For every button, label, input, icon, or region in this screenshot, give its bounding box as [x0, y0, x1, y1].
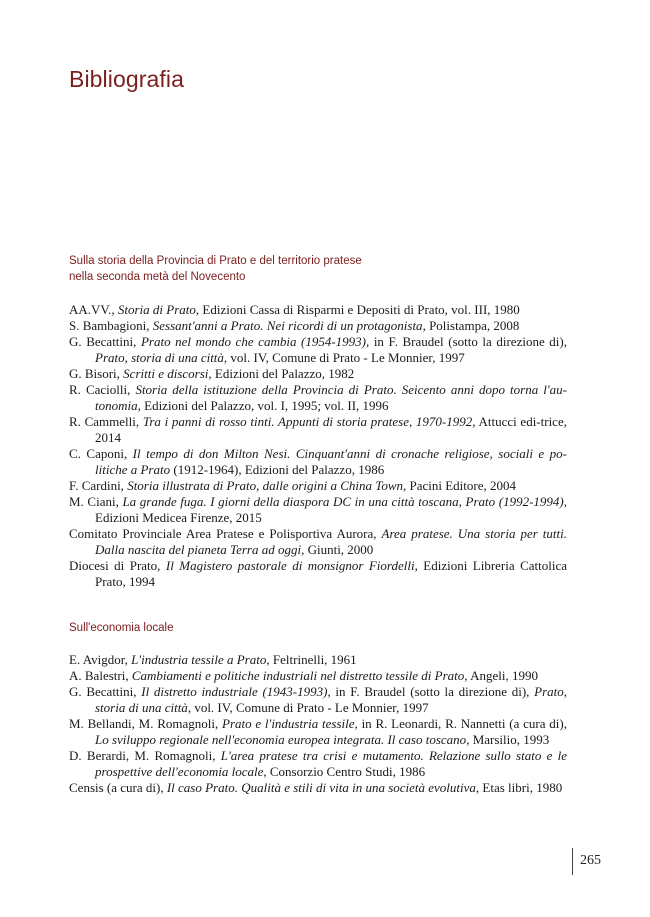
entry-text: , in F. Braudel (sotto la direzione di),	[327, 684, 535, 699]
entry-text: , Edizioni del Palazzo, 1982	[208, 366, 355, 381]
entry-text: G. Bisori,	[69, 366, 124, 381]
entry-text: , Giunti, 2000	[301, 542, 374, 557]
entry-text: Censis (a cura di),	[69, 780, 167, 795]
bibliography-entry	[69, 684, 567, 716]
entry-text: (1912-1964), Edizioni del Palazzo, 1986	[170, 462, 385, 477]
entry-title: L'industria tessile a Prato	[131, 652, 267, 667]
entry-text: Diocesi di Prato,	[69, 558, 166, 573]
bibliography-entry	[69, 318, 567, 334]
entry-text: S. Bambagioni,	[69, 318, 153, 333]
bibliography-entry	[69, 302, 567, 318]
entry-title: Storia della istituzione della Provincia di Prato. Seicento anni dopo torna l'au-tonomia	[95, 382, 567, 413]
entry-text: R. Cammelli,	[69, 414, 143, 429]
entry-text: , Etas libri, 1980	[475, 780, 563, 795]
entry-text: E. Avigdor,	[69, 652, 132, 667]
bibliography-entry	[69, 526, 567, 558]
bibliography-entry	[69, 748, 567, 780]
entry-text: , vol. IV, Comune di Prato - Le Monnier, 1997	[187, 700, 429, 715]
entry-text: , Polistampa, 2008	[422, 318, 520, 333]
bibliography-list-storia	[69, 302, 567, 590]
entry-text: , in F. Braudel (sotto la direzione di),	[366, 334, 567, 349]
entry-text: , Edizioni del Palazzo, vol. I, 1995; vol. II, 1996	[137, 398, 389, 413]
bibliography-entry	[69, 414, 567, 446]
bibliography-entry	[69, 366, 567, 382]
page-number: 265	[580, 853, 601, 868]
entry-title: Cambiamenti e politiche industriali nel distretto tessile di Prato	[131, 668, 465, 683]
bibliography-entry	[69, 780, 567, 796]
bibliography-list-economia	[69, 652, 567, 796]
entry-text: , vol. IV, Comune di Prato - Le Monnier, 1997	[223, 350, 465, 365]
entry-text: C. Caponi,	[69, 446, 133, 461]
entry-title: Storia illustrata di Prato, dalle origini a China Town	[127, 478, 403, 493]
entry-text: G. Becattini,	[69, 684, 142, 699]
entry-text: , Marsilio, 1993	[466, 732, 550, 747]
entry-title: Sessant'anni a Prato. Nei ricordi di un protagonista	[152, 318, 423, 333]
entry-title: Il tempo di don Milton Nesi. Cinquant'anni di cronache religiose, sociali e po-litiche a Prato	[95, 446, 567, 477]
entry-title: Prato e l'industria tessile	[222, 716, 355, 731]
entry-text: , Edizioni Medicea Firenze, 2015	[95, 494, 567, 525]
section-heading-storia	[69, 253, 362, 285]
entry-text: A. Balestri,	[69, 668, 132, 683]
entry-text: M. Ciani,	[69, 494, 123, 509]
entry-title: Prato nel mondo che cambia (1954-1993)	[140, 334, 366, 349]
entry-text: , Edizioni Cassa di Risparmi e Depositi di Prato, vol. III, 1980	[195, 302, 520, 317]
entry-text: G. Becattini,	[69, 334, 141, 349]
entry-text: , Angeli, 1990	[464, 668, 538, 683]
page-number-rule	[572, 848, 573, 875]
entry-title: Prato (1992-1994)	[465, 494, 564, 509]
entry-text: R. Caciolli,	[69, 382, 136, 397]
entry-title: Il distretto industriale (1943-1993)	[141, 684, 328, 699]
entry-title: Lo sviluppo regionale nell'economia europea integrata. Il caso toscano	[95, 732, 467, 747]
entry-title: Scritti e discorsi	[123, 366, 209, 381]
bibliography-entry	[69, 558, 567, 590]
section-heading-economia	[69, 620, 173, 636]
entry-text: D. Berardi, M. Romagnoli,	[69, 748, 221, 763]
entry-text: , in R. Leonardi, R. Nannetti (a cura di),	[354, 716, 567, 731]
entry-title: L'area pratese tra crisi e mutamento. Relazione sullo stato e le prospettive dell'economia locale	[95, 748, 567, 779]
entry-title: Prato, storia di una città	[95, 350, 224, 365]
entry-title: Area pratese. Una storia per tutti. Dalla nascita del pianeta Terra ad oggi	[95, 526, 567, 557]
entry-text: F. Cardini,	[69, 478, 128, 493]
entry-title: Storia di Prato	[117, 302, 196, 317]
entry-title: Il Magistero pastorale di monsignor Fiordelli	[165, 558, 415, 573]
section-heading-line: nella seconda metà del Novecento	[69, 271, 246, 283]
entry-text: Comitato Provinciale Area Pratese e Polisportiva Aurora,	[69, 526, 382, 541]
entry-text: , Pacini Editore, 2004	[403, 478, 517, 493]
entry-text: , Feltrinelli, 1961	[266, 652, 357, 667]
bibliography-entry	[69, 382, 567, 414]
entry-text: ,	[458, 494, 466, 509]
section-heading-line: Sulla storia della Provincia di Prato e del territorio pratese	[69, 255, 362, 267]
entry-text: , Consorzio Centro Studi, 1986	[263, 764, 426, 779]
section-heading-line: Sull'economia locale	[69, 622, 174, 634]
entry-text: M. Bellandi, M. Romagnoli,	[69, 716, 223, 731]
entry-title: Il caso Prato. Qualità e stili di vita in una società evolutiva	[166, 780, 476, 795]
page-title: Bibliografia	[69, 66, 184, 92]
bibliography-entry	[69, 494, 567, 526]
entry-title: La grande fuga. I giorni della diaspora DC in una città toscana	[122, 494, 459, 509]
bibliography-entry	[69, 668, 567, 684]
entry-text: AA.VV.,	[69, 302, 118, 317]
entry-text: , Attucci edi-trice, 2014	[95, 414, 567, 445]
bibliography-entry	[69, 334, 567, 366]
entry-title: Prato, storia di una città	[95, 684, 567, 715]
entry-title: Tra i panni di rosso tinti. Appunti di storia pratese, 1970-1992	[142, 414, 473, 429]
bibliography-entry	[69, 716, 567, 748]
entry-text: , Edizioni Libreria Cattolica Prato, 1994	[95, 558, 568, 589]
bibliography-entry	[69, 446, 567, 478]
bibliography-entry	[69, 652, 567, 668]
bibliography-entry	[69, 478, 567, 494]
